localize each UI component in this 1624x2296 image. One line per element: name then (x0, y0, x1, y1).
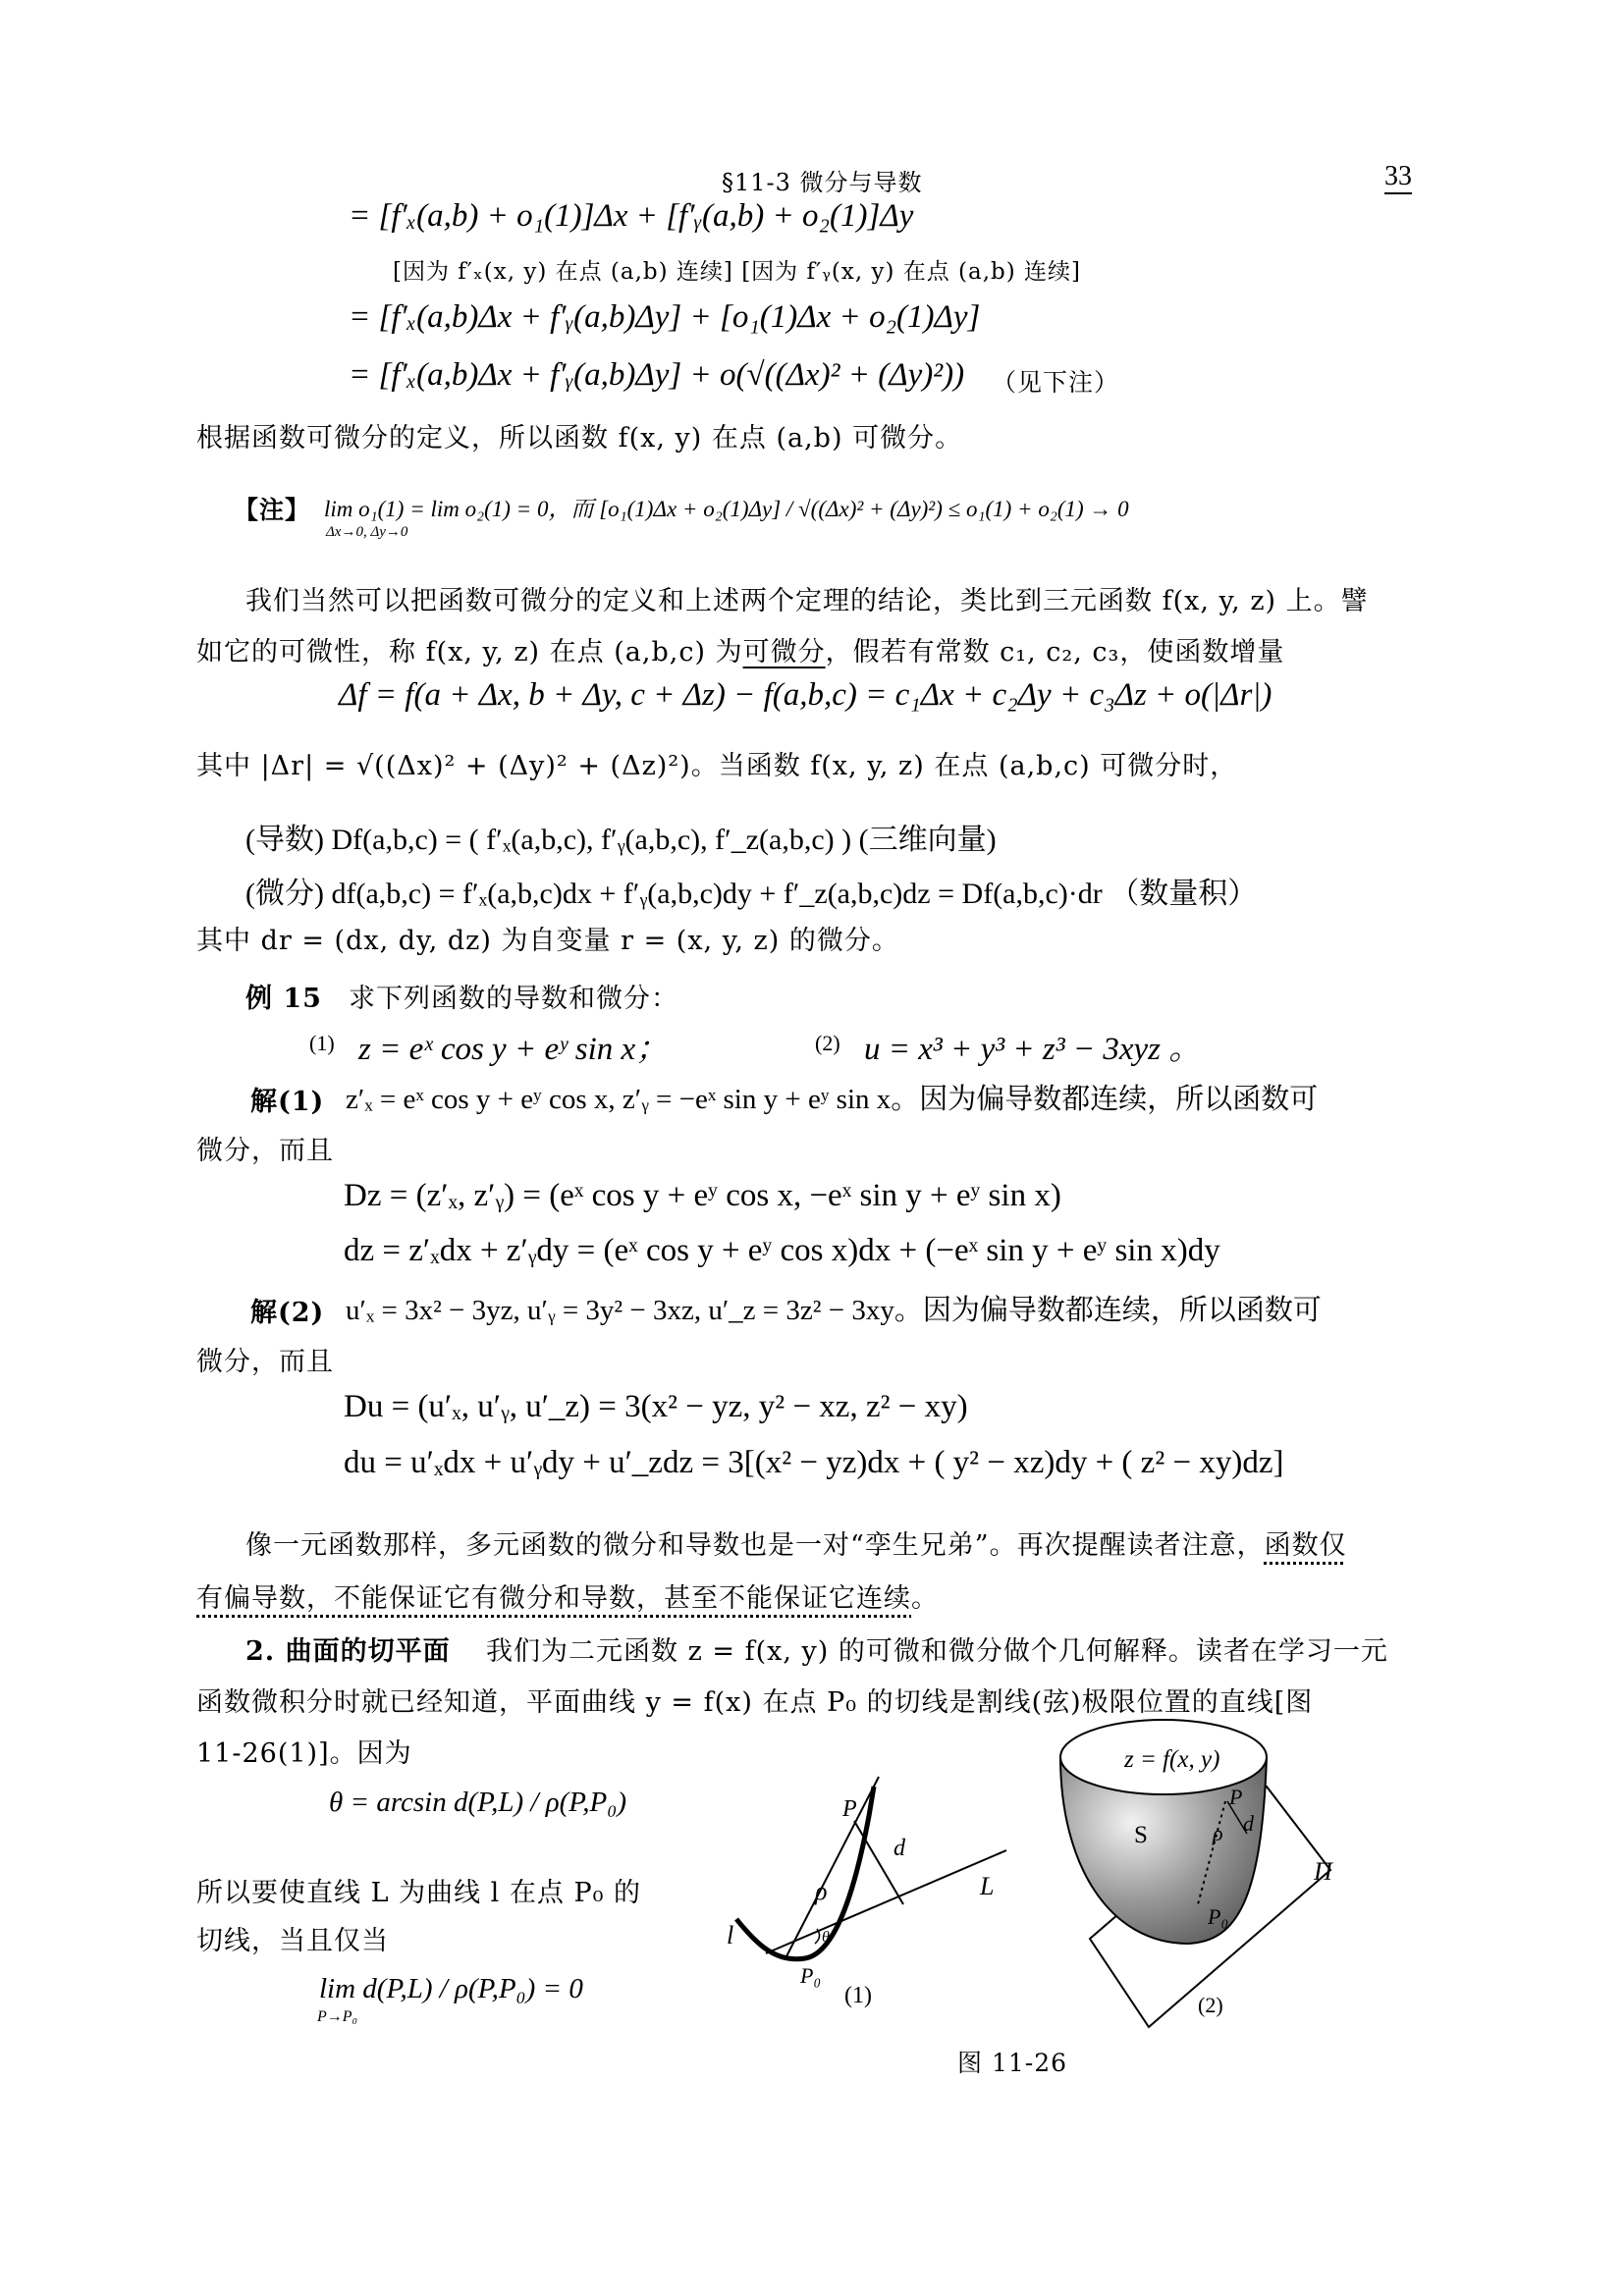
twins-line-1-text: 像一元函数那样，多元函数的微分和导数也是一对“孪生兄弟”。再次提醒读者注意， (245, 1530, 1265, 1561)
three-var-para-line-2-post: ，假若有常数 c₁, c₂, c₃，使函数增量 (825, 637, 1285, 667)
example-15-item-1-num: (1) (309, 1031, 335, 1055)
fig2-label-P0: P₀ (1208, 1904, 1229, 1929)
solution-2-du: du = u′ₓdx + u′ᵧdy + u′_zdz = 3[(x² − yz)dx + ( y² − xz)dy + ( z² − xy)dz] (344, 1445, 1284, 1480)
tangent-line-L (766, 1850, 1006, 1953)
fig1-label-l: l (727, 1921, 734, 1949)
example-15-item-1: z = eˣ cos y + eʸ sin x； (358, 1032, 669, 1067)
derivation-line-1: = [f′ₓ(a,b) + o₁(1)]Δx + [f′ᵧ(a,b) + o₂(1)]Δy (349, 198, 914, 234)
remark-text: lim o₁(1) = lim o₂(1) = 0，而 [o₁(1)Δx + o₂(1)Δy] / √((Δx)² + (Δy)²) ≤ o₁(1) + o₂(1) → 0 (324, 497, 1129, 521)
fig2-sublabel: (2) (1198, 1993, 1223, 2017)
figure-caption: 图 11-26 (957, 2049, 1068, 2077)
example-15-item-2: u = x³ + y³ + z³ − 3xyz 。 (864, 1032, 1202, 1067)
fig2-label-S: S (1134, 1822, 1148, 1848)
tangent-plane-para-3: 11-26(1)]。因为 (196, 1738, 412, 1769)
differentiable-term: 可微分 (742, 637, 826, 667)
theta-formula: θ = arcsin d(P,L) / ρ(P,P₀) (329, 1787, 626, 1818)
fig1-label-L: L (980, 1872, 995, 1900)
tangent-plane-para-2: 函数微积分时就已经知道，平面曲线 y = f(x) 在点 P₀ 的切线是割线(弦)极限位置的直线[图 (196, 1687, 1314, 1718)
remark-label: 【注】 (234, 496, 311, 524)
running-header: §11-3 微分与导数 (722, 169, 923, 196)
twins-line-2-end: 。 (911, 1583, 939, 1614)
example-15-label: 例 15 (245, 984, 322, 1014)
twins-line-1 (245, 1523, 1347, 1562)
fig1-label-rho: ρ (815, 1877, 828, 1905)
solution-2-Du: Du = (u′ₓ, u′ᵧ, u′_z) = 3(x² − yz, y² − xz, z² − xy) (344, 1389, 968, 1424)
solution-1-line-1: z′ₓ = eˣ cos y + eʸ cos x, z′ᵧ = −eˣ sin y + eʸ sin x。因为偏导数都连续，所以函数可 (346, 1084, 1319, 1115)
tangent-condition-line-2: 切线，当且仅当 (196, 1926, 389, 1956)
fig2-label-rho: ρ (1213, 1821, 1223, 1845)
derivation-line-2: = [f′ₓ(a,b)Δx + f′ᵧ(a,b)Δy] + [o₁(1)Δx + o₂(1)Δy] (349, 299, 981, 335)
fig1-label-P0: P₀ (800, 1963, 822, 1988)
delta-r-definition: 其中 |Δr| = √((Δx)² + (Δy)² + (Δz)²)。当函数 f(x, y, z) 在点 (a,b,c) 可微分时， (196, 751, 1238, 781)
solution-1-line-2: 微分，而且 (196, 1136, 334, 1166)
solution-1-label: 解(1) (250, 1087, 325, 1117)
remark-limit-subscript: Δx→0, Δy→0 (326, 524, 408, 540)
solution-1-dz: dz = z′ₓdx + z′ᵧdy = (eˣ cos y + eʸ cos x)dx + (−eˣ sin y + eʸ sin x)dy (344, 1233, 1220, 1268)
fig2-label-Pi: Π (1314, 1857, 1332, 1886)
dr-definition: 其中 dr = (dx, dy, dz) 为自变量 r = (x, y, z) 的微分。 (196, 926, 899, 956)
solution-1-Dz: Dz = (z′ₓ, z′ᵧ) = (eˣ cos y + eʸ cos x, −eˣ sin y + eʸ sin x) (344, 1178, 1061, 1213)
solution-2-line-2: 微分，而且 (196, 1347, 334, 1377)
fig2-label-P: P (1229, 1785, 1243, 1809)
fig1-label-theta: θ (822, 1929, 830, 1946)
derivative-vector: (导数) Df(a,b,c) = ( f′ₓ(a,b,c), f′ᵧ(a,b,c), f′_z(a,b,c) ) (三维向量) (245, 824, 997, 856)
distance-segment-d (854, 1821, 903, 1904)
three-var-para-line-1: 我们当然可以把函数可微分的定义和上述两个定理的结论，类比到三元函数 f(x, y, z) 上。譬 (245, 586, 1369, 616)
fig2-label-d: d (1243, 1811, 1254, 1836)
fig1-label-d: d (893, 1836, 905, 1861)
differential-formula: (微分) df(a,b,c) = f′ₓ(a,b,c)dx + f′ᵧ(a,b,c)dy + f′_z(a,b,c)dz = Df(a,b,c)·dr （数量积） (245, 878, 1258, 910)
fig1-sublabel: (1) (844, 1983, 872, 2008)
derivation-see-note: （见下注） (992, 368, 1120, 397)
fig2-label-surface: z = f(x, y) (1124, 1746, 1220, 1773)
solution-2-label: 解(2) (250, 1298, 325, 1328)
twins-emphasis-2: 有偏导数，不能保证它有微分和导数，甚至不能保证它连续 (196, 1583, 911, 1614)
three-var-para-line-2-pre: 如它的可微性，称 f(x, y, z) 在点 (a,b,c) 为 (196, 637, 743, 667)
derivation-conclusion: 根据函数可微分的定义，所以函数 f(x, y) 在点 (a,b) 可微分。 (196, 423, 963, 454)
derivation-line-3: = [f′ₓ(a,b)Δx + f′ᵧ(a,b)Δy] + o(√((Δx)² + (Δy)²)) (349, 357, 965, 393)
example-15-prompt: 求下列函数的导数和微分： (349, 984, 678, 1014)
tangent-condition-line-1: 所以要使直线 L 为曲线 l 在点 P₀ 的 (196, 1878, 642, 1908)
page-number: 33 (1384, 161, 1412, 194)
increment-formula: Δf = f(a + Δx, b + Δy, c + Δz) − f(a,b,c) = c₁Δx + c₂Δy + c₃Δz + o(|Δr|) (339, 677, 1272, 713)
limit-formula: lim d(P,L) / ρ(P,P₀) = 0 (319, 1973, 583, 2004)
twins-line-2 (196, 1576, 939, 1615)
solution-2-line-1: u′ₓ = 3x² − 3yz, u′ᵧ = 3y² − 3xz, u′_z = 3z² − 3xy。因为偏导数都连续，所以函数可 (346, 1295, 1322, 1326)
figure-11-26-part-2 (1051, 1718, 1345, 2032)
limit-subscript: P→P₀ (317, 2008, 358, 2025)
fig1-label-P: P (842, 1796, 857, 1822)
three-var-para-line-2 (196, 630, 1284, 668)
section-heading-tangent-plane: 2. 曲面的切平面 (245, 1636, 451, 1667)
figure-11-26-part-1 (707, 1747, 1021, 2012)
tangent-plane-para-1: 我们为二元函数 z = f(x, y) 的可微和微分做个几何解释。读者在学习一元 (486, 1636, 1388, 1667)
twins-emphasis-1: 函数仅 (1264, 1530, 1347, 1561)
example-15-item-2-num: (2) (815, 1031, 840, 1055)
derivation-note: [因为 f′ₓ(x, y) 在点 (a,b) 连续] [因为 f′ᵧ(x, y) 在点 (a,b) 连续] (393, 259, 1082, 285)
